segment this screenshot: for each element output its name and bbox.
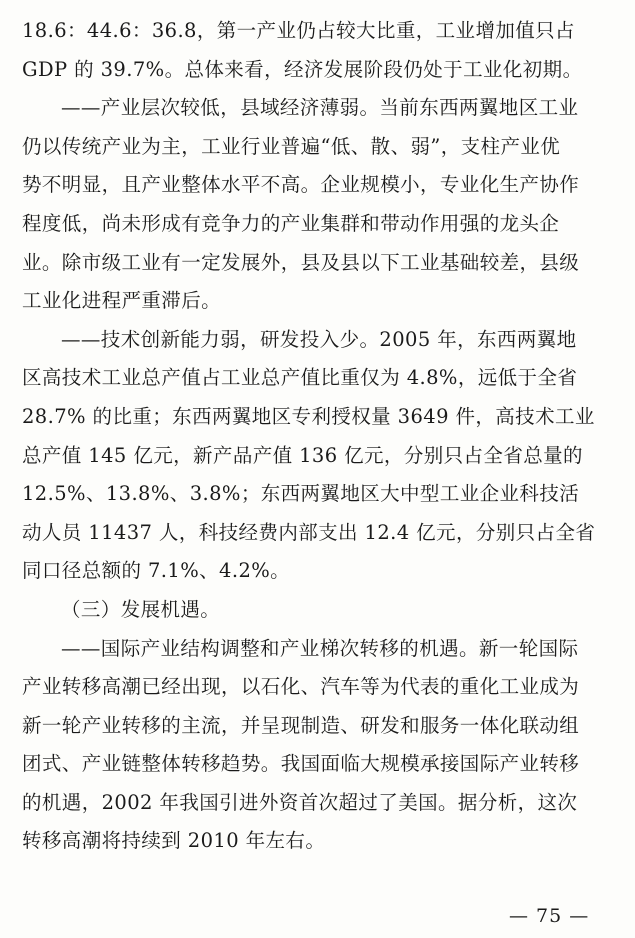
text-line: ——国际产业结构调整和产业梯次转移的机遇。新一轮国际 xyxy=(61,636,579,660)
text-line: ——技术创新能力弱，研发投入少。2005 年，东西两翼地 xyxy=(61,327,577,351)
text-line: 18.6：44.6：36.8，第一产业仍占较大比重，工业增加值只占 xyxy=(22,19,575,42)
text-line: 12.5%、13.8%、3.8%；东西两翼地区大中型工业企业科技活 xyxy=(22,482,580,506)
text-line: 势不明显，且产业整体水平不高。企业规模小，专业化生产协作 xyxy=(22,173,580,197)
text-line: 工业化进程严重滞后。 xyxy=(22,289,222,313)
text-line: 动人员 11437 人，科技经费内部支出 12.4 亿元，分别只占全省 xyxy=(22,520,596,544)
text-line: 的机遇，2002 年我国引进外资首次超过了美国。据分析，这次 xyxy=(22,790,578,814)
text-line: 区高技术工业总产值占工业总产值比重仅为 4.8%，远低于全省 xyxy=(22,366,578,390)
text-line: 产业转移高潮已经出现，以石化、汽车等为代表的重化工业成为 xyxy=(22,675,580,699)
text-line: 转移高潮将持续到 2010 年左右。 xyxy=(22,829,326,853)
body-text xyxy=(22,12,622,861)
text-line: ——产业层次较低，县域经济薄弱。当前东西两翼地区工业 xyxy=(61,96,579,120)
text-line: 程度低，尚未形成有竞争力的产业集群和带动作用强的龙头企 xyxy=(22,211,560,235)
text-line: 仍以传统产业为主，工业行业普遍“低、散、弱”，支柱产业优 xyxy=(22,134,561,158)
page-number: — 75 — xyxy=(509,905,590,927)
text-line: 总产值 145 亿元，新产品产值 136 亿元，分别只占全省总量的 xyxy=(22,443,583,467)
section-heading: （三）发展机遇。 xyxy=(61,597,221,621)
text-line: 团式、产业链整体转移趋势。我国面临大规模承接国际产业转移 xyxy=(22,752,580,776)
text-line: 同口径总额的 7.1%、4.2%。 xyxy=(22,559,291,583)
text-line: 业。除市级工业有一定发展外，县及县以下工业基础较差，县级 xyxy=(22,250,580,274)
text-line: 28.7% 的比重；东西两翼地区专利授权量 3649 件，高技术工业 xyxy=(22,404,595,428)
text-line: GDP 的 39.7%。总体来看，经济发展阶段仍处于工业化初期。 xyxy=(22,57,583,81)
text-line: 新一轮产业转移的主流，并呈现制造、研发和服务一体化联动组 xyxy=(22,713,580,737)
